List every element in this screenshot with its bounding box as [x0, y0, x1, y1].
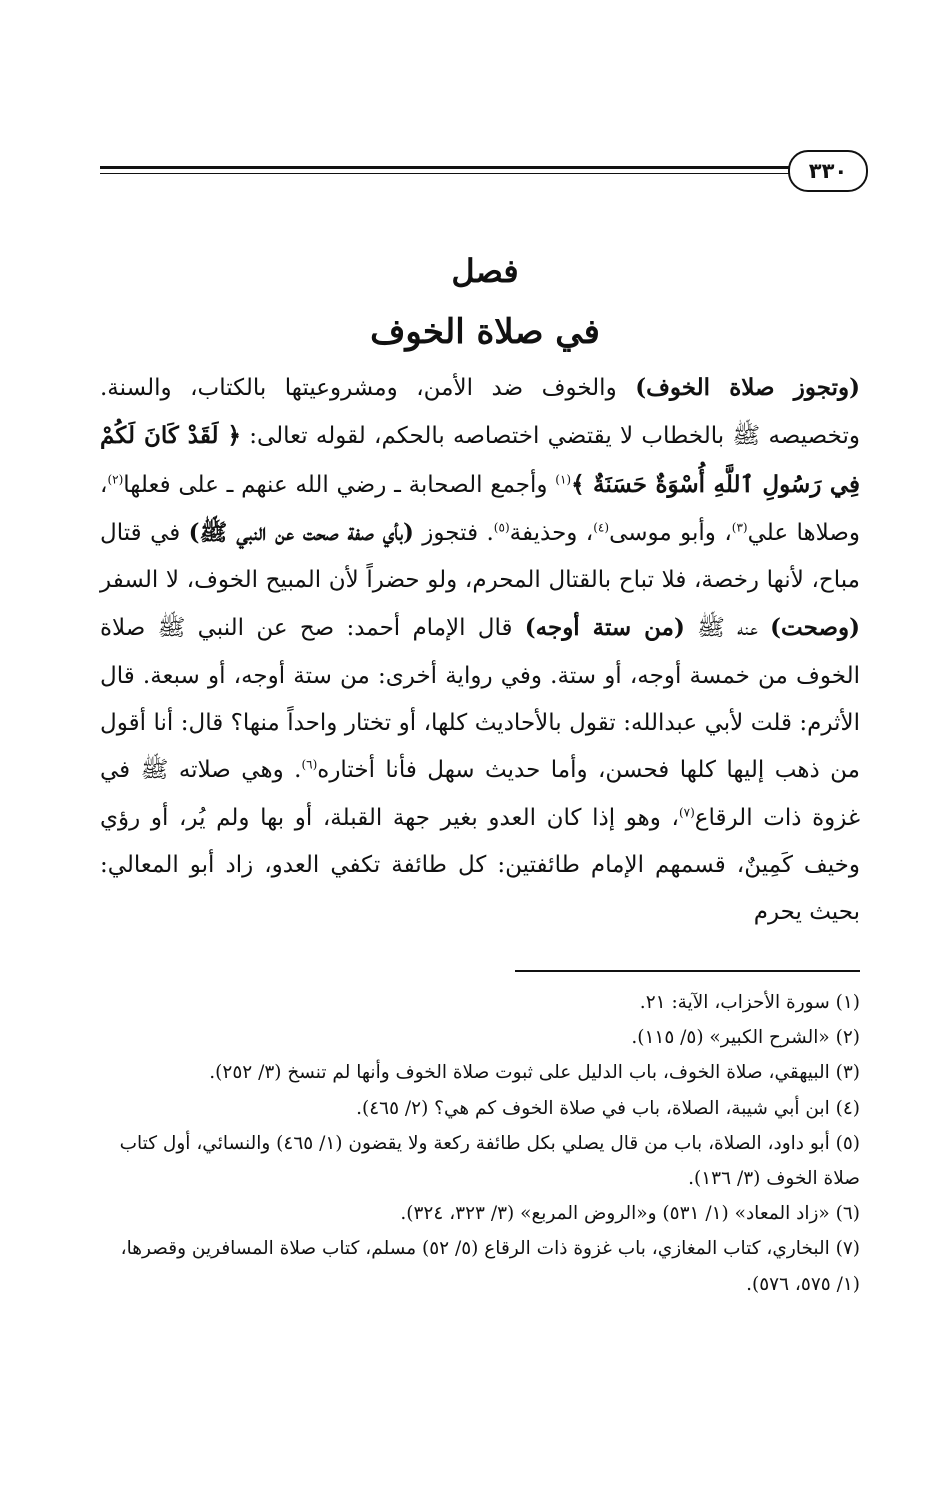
commentary-text: ، وصلاها علي	[100, 471, 860, 546]
commentary-text: . فتجوز	[413, 519, 494, 546]
commentary-text: ، وأبو موسى	[609, 519, 732, 546]
footnote-ref: (٢)	[107, 471, 124, 486]
footnote: (٦) «زاد المعاد» (١/ ٥٣١) و«الروض المربع» (٣/ ٣٢٣، ٣٢٤).	[400, 1203, 860, 1225]
page-number: ٣٣٠	[788, 150, 868, 192]
footnote-ref: (٥)	[493, 520, 510, 535]
header-rule-thin	[100, 173, 790, 174]
footnote-ref: (١)	[555, 471, 572, 486]
body-paragraph	[100, 364, 860, 937]
footnote-ref: (٤)	[593, 520, 610, 535]
commentary-text: والخوف ضد الأمن، ومشروعيتها بالكتاب، والسنة. وتخصيصه ﷺ بالخطاب لا يقتضي اختصاصه بالحكم، لقوله تعالى:	[100, 375, 860, 450]
footnote-separator	[515, 970, 860, 972]
matn-text: (وتجوز صلاة الخوف)	[635, 374, 860, 401]
section-subheading: في صلاة الخوف	[370, 312, 600, 352]
commentary-text: قال الإمام أحمد: صح عن النبي ﷺ صلاة الخوف من خمسة أوجه، أو ستة. وفي رواية أخرى: من ستة أوجه، أو سبعة. قال الأثرم: قلت لأبي عبدالله: تقول بالأحاديث كلها، أو تختار واحداً منها؟ قال: أنا أقول من ذهب إليها كلها فحسن، وأما حديث سهل فأنا أختاره	[100, 615, 860, 784]
commentary-text: عنه ﷺ	[684, 615, 771, 642]
footnote: (٣) البيهقي، صلاة الخوف، باب الدليل على ثبوت صلاة الخوف وأنها لم تنسخ (٣/ ٢٥٢).	[209, 1062, 860, 1084]
commentary-text: وأجمع الصحابة ـ رضي الله عنهم ـ على فعلها	[123, 471, 556, 498]
section-heading: فصل	[451, 252, 519, 290]
footnotes	[92, 985, 860, 1302]
commentary-text: ، وحذيفة	[509, 519, 594, 546]
footnote: (٧) البخاري، كتاب المغازي، باب غزوة ذات الرقاع (٥/ ٥٢) مسلم، كتاب صلاة المسافرين وقصرها، (١/ ٥٧٥، ٥٧٦).	[120, 1238, 860, 1295]
footnote: (١) سورة الأحزاب، الآية: ٢١.	[639, 992, 860, 1013]
matn-text: (وصحت)	[770, 614, 861, 642]
quran-verse: ﴿ لَقَدْ كَانَ لَكُمْ فِي رَسُولِ ٱللَّهِ أُسْوَةٌ حَسَنَةٌ ﴾	[100, 422, 860, 498]
footnote: (٥) أبو داود، الصلاة، باب من قال يصلي بكل طائفة ركعة ولا يقضون (١/ ٤٦٥) والنسائي، أول كتاب صلاة الخوف (٣/ ١٣٦).	[119, 1132, 860, 1190]
footnote-ref: (٦)	[301, 757, 318, 772]
page-header	[100, 150, 870, 194]
commentary-text: ، وهو إذا كان العدو بغير جهة القبلة، أو بها ولم يُر، أو رؤي وخيف كَمِينٌ، قسمهم الإمام طائفتين: كل طائفة تكفي العدو، زاد أبو المعالي: بحيث يحرم	[100, 804, 860, 926]
commentary-text: . وهي صلاته ﷺ في غزوة ذات الرقاع	[100, 757, 860, 831]
footnote-ref: (٧)	[678, 805, 695, 820]
matn-text: (من ستة أوجه)	[524, 614, 685, 642]
footnote-ref: (٣)	[731, 520, 748, 535]
commentary-text: في قتال مباح، لأنها رخصة، فلا تباح بالقتال المحرم، ولو حضراً لأن المبيح الخوف، لا السفر	[100, 519, 860, 594]
main-text	[100, 364, 860, 937]
matn-text: (بأي صفة صحت عن النبي ﷺ)	[188, 518, 414, 546]
header-rule	[100, 166, 790, 169]
footnote: (٤) ابن أبي شيبة، الصلاة، باب في صلاة الخوف كم هي؟ (٢/ ٤٦٥).	[356, 1097, 860, 1119]
footnote: (٢) «الشرح الكبير» (٥/ ١١٥).	[631, 1027, 860, 1049]
